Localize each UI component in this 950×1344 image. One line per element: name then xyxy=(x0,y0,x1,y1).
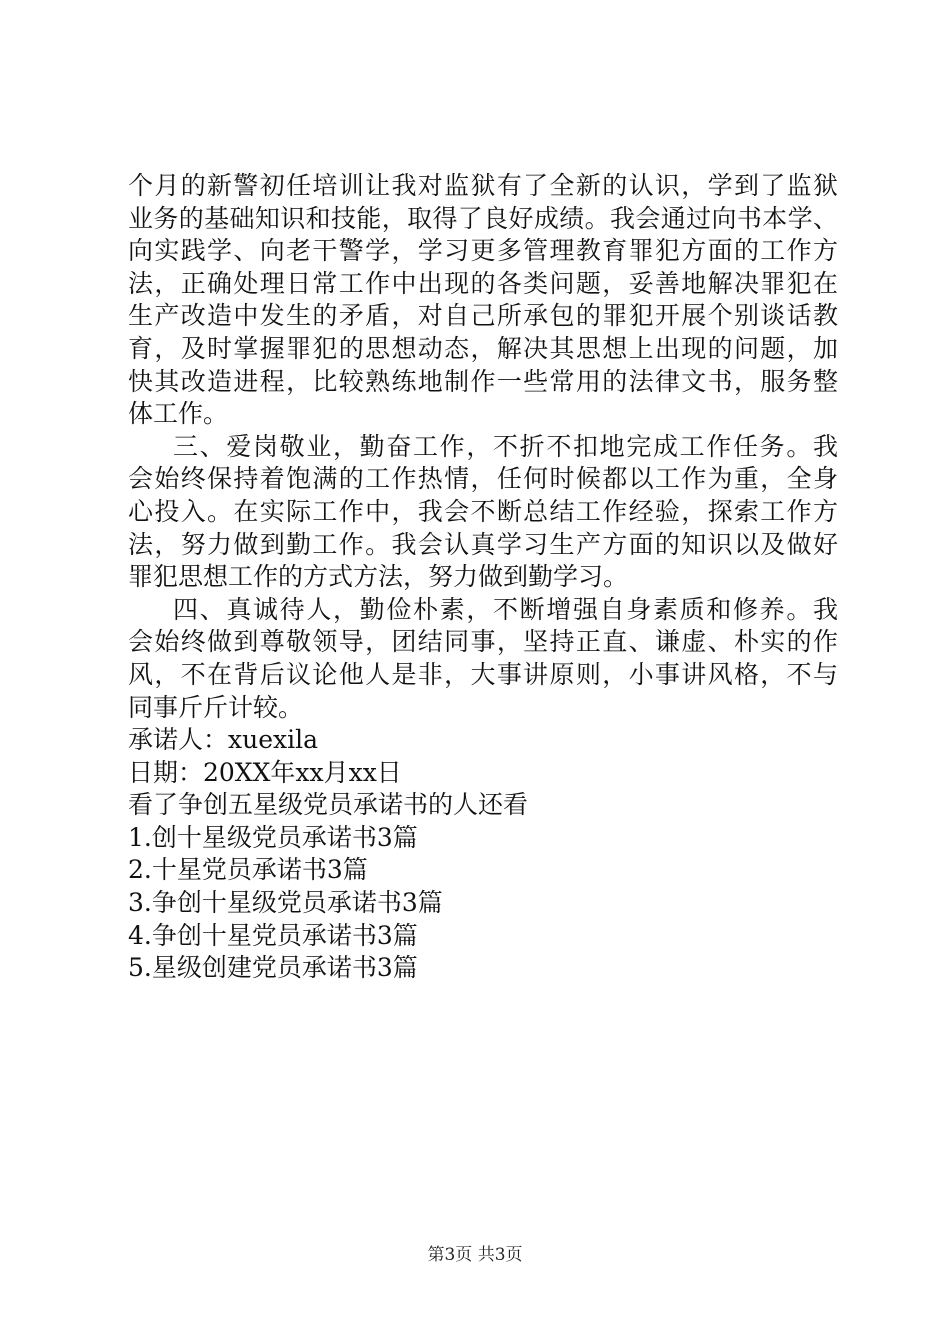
document-body xyxy=(128,170,838,985)
related-list xyxy=(128,822,838,985)
date-line: 日期：20XX年xx月xx日 xyxy=(128,757,402,787)
text-line: 风，不在背后议论他人是非，大事讲原则，小事讲风格，不与 xyxy=(128,659,838,689)
text-line: 罪犯思想工作的方式方法，努力做到勤学习。 xyxy=(128,562,629,592)
related-item[interactable]: 3.争创十星级党员承诺书3篇 xyxy=(128,888,443,918)
paragraph-three xyxy=(128,431,838,594)
text-line: 会始终做到尊敬领导，团结同事，坚持正直、谦虚、朴实的作 xyxy=(128,627,838,657)
text-line: 同事斤斤计较。 xyxy=(128,692,304,722)
related-heading: 看了争创五星级党员承诺书的人还看 xyxy=(128,790,529,820)
text-line: 业务的基础知识和技能，取得了良好成绩。我会通过向书本学、 xyxy=(128,203,838,233)
page-footer: 第3页 共3页 xyxy=(427,1245,523,1265)
related-item[interactable]: 2.十星党员承诺书3篇 xyxy=(128,855,368,885)
text-line: 向实践学、向老干警学，学习更多管理教育罪犯方面的工作方 xyxy=(128,236,838,266)
text-line: 生产改造中发生的矛盾，对自己所承包的罪犯开展个别谈话教 xyxy=(128,301,838,331)
paragraph-continuation xyxy=(128,170,838,431)
text-line: 会始终保持着饱满的工作热情，任何时候都以工作为重，全身 xyxy=(128,464,838,494)
text-line: 快其改造进程，比较熟练地制作一些常用的法律文书，服务整 xyxy=(128,366,838,396)
related-item[interactable]: 4.争创十星党员承诺书3篇 xyxy=(128,920,418,950)
text-line: 四、真诚待人，勤俭朴素，不断增强自身素质和修养。我 xyxy=(173,594,838,624)
signature-line: 承诺人：xuexila xyxy=(128,725,318,755)
text-line: 法，努力做到勤工作。我会认真学习生产方面的知识以及做好 xyxy=(128,529,838,559)
related-item[interactable]: 1.创十星级党员承诺书3篇 xyxy=(128,822,418,852)
text-line: 育，及时掌握罪犯的思想动态，解决其思想上出现的问题，加 xyxy=(128,333,838,363)
text-line: 法，正确处理日常工作中出现的各类问题，妥善地解决罪犯在 xyxy=(128,268,838,298)
paragraph-four xyxy=(128,594,838,724)
related-item[interactable]: 5.星级创建党员承诺书3篇 xyxy=(128,953,418,983)
text-line: 体工作。 xyxy=(128,399,229,429)
text-line: 三、爱岗敬业，勤奋工作，不折不扣地完成工作任务。我 xyxy=(173,431,838,461)
text-line: 心投入。在实际工作中，我会不断总结工作经验，探索工作方 xyxy=(128,496,838,526)
text-line: 个月的新警初任培训让我对监狱有了全新的认识，学到了监狱 xyxy=(128,171,838,200)
